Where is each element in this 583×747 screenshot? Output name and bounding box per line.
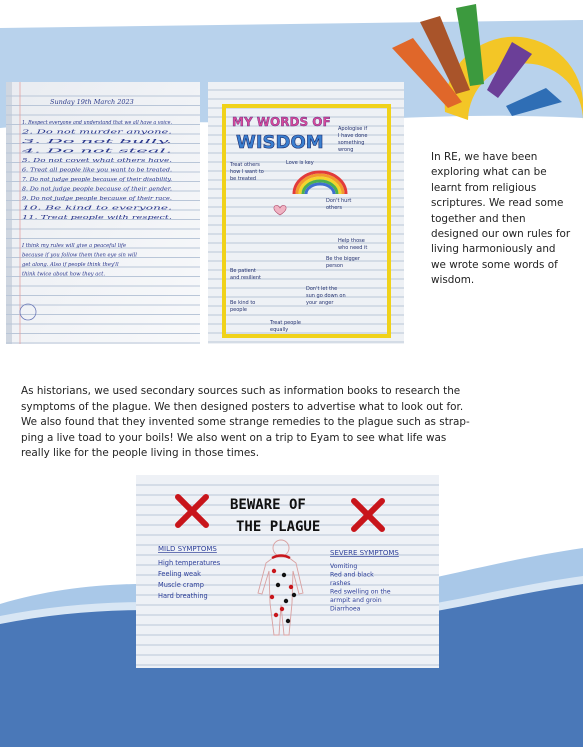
wisdom-phrase: wrong: [338, 147, 354, 153]
wisdom-phrase: and resilient: [230, 275, 261, 281]
notebook-footer-line: because if you follow them then eye sin will: [22, 252, 137, 259]
photo-plague-poster: [136, 475, 439, 668]
wisdom-phrase: Treat others: [230, 162, 260, 168]
history-paragraph: As historians, we used secondary sources such as information books to research the symptoms of the plague. We then designed posters to advertise what to look out for. We also found that they invented some strange remedies to the plague such as strap-ping a live toad to your boils! We also went on a trip to Eyam to see what life was really like for the people living in those times.: [21, 385, 470, 460]
plague-spot: [282, 573, 286, 577]
wisdom-phrase: Be patient: [230, 268, 256, 274]
wisdom-heading-1: MY WORDS OF: [232, 115, 331, 129]
notebook-rule-line: 2. Do not murder anyone.: [19, 129, 173, 136]
plague-spot: [286, 619, 290, 623]
wisdom-phrase: Apologise if: [338, 126, 368, 132]
wisdom-phrase: Help those: [338, 238, 365, 244]
wisdom-phrase: person: [326, 263, 344, 269]
severe-symptom: Red and black: [330, 571, 374, 579]
notebook-rule-line: 1. Respect everyone and understand that we all have a voice.: [22, 120, 173, 126]
plague-spot: [274, 613, 278, 617]
wisdom-phrase: something: [338, 140, 365, 146]
mild-symptom: High temperatures: [158, 559, 221, 567]
notebook-rule-line: 5. Do not covet what others have.: [22, 158, 173, 164]
photo-words-of-wisdom: [208, 82, 404, 344]
severe-symptom: armpit and groin: [330, 597, 382, 604]
plague-spot: [280, 607, 284, 611]
wisdom-phrase: people: [230, 307, 247, 313]
notebook-rule-line: 11. Treat people with respect.: [22, 215, 173, 221]
mild-symptom: Muscle cramp: [158, 581, 204, 589]
severe-heading: SEVERE SYMPTOMS: [330, 549, 399, 557]
severe-symptom: Red swelling on the: [330, 588, 391, 596]
wisdom-phrase: Don't let the: [306, 286, 338, 292]
plague-spot: [270, 595, 274, 599]
notebook-rule-line: 3. Do not bully.: [22, 139, 174, 145]
notebook-rule-line: 6. Treat all people like you want to be treated.: [22, 167, 173, 174]
severe-symptom: Diarrhoea: [330, 605, 361, 613]
wisdom-phrase: how I want to: [230, 169, 264, 175]
notebook-rule-line: 4. Do not steal.: [18, 148, 174, 155]
notebook-rule-line: 10. Be kind to everyone.: [22, 205, 173, 212]
plague-spot: [292, 593, 296, 597]
wisdom-phrase: your anger: [306, 300, 334, 306]
wisdom-phrase: equally: [270, 327, 289, 333]
plague-spot: [284, 599, 288, 603]
plague-spot: [272, 569, 276, 573]
wisdom-phrase: Be kind to: [230, 300, 256, 306]
plague-spot: [276, 583, 280, 587]
wisdom-phrase: others: [326, 205, 342, 211]
mild-symptom: Feeling weak: [158, 570, 201, 578]
notebook-footer-line: get along. Also if people think they'll: [22, 262, 119, 268]
mild-heading: MILD SYMPTOMS: [158, 545, 217, 553]
notebook-footer-line: I think my rules will give a peaceful life: [22, 243, 127, 249]
severe-symptom: rashes: [330, 580, 351, 587]
re-paragraph: In RE, we have been exploring what can be learnt from religious scriptures. We read some together and then designed our own rules for living harmoniously and we wrote some words of wisdom.: [431, 151, 571, 287]
wisdom-phrase: I have done: [338, 133, 368, 139]
notebook-footer-line: think twice about how they act.: [22, 271, 105, 278]
notebook-rule-line: 7. Do not judge people because of their disability.: [22, 177, 173, 183]
wisdom-phrase: who need it: [338, 245, 368, 251]
wisdom-heading-2: WISDOM: [236, 132, 324, 153]
severe-symptom: Vomiting: [330, 563, 358, 570]
plague-title-1: BEWARE OF: [230, 497, 306, 513]
plague-title-2: THE PLAGUE: [236, 519, 321, 535]
photo-notebook-rules: [6, 82, 200, 344]
notebook-rule-line: 8. Do not judge people because of their gender.: [22, 186, 173, 193]
notebook-rule-line: 9. Do not judge people because of their race.: [22, 196, 173, 202]
plague-spot: [289, 585, 293, 589]
notebook-date: Sunday 19th March 2023: [50, 98, 134, 106]
wisdom-phrase: Be the bigger: [326, 256, 360, 262]
wisdom-phrase: Don't hurt: [326, 198, 352, 204]
wisdom-phrase: Love is key: [286, 160, 314, 166]
wisdom-phrase: be treated: [230, 176, 257, 182]
mild-symptom: Hard breathing: [158, 592, 208, 600]
wisdom-phrase: Treat people: [270, 320, 301, 326]
wisdom-phrase: sun go down on: [306, 293, 346, 299]
